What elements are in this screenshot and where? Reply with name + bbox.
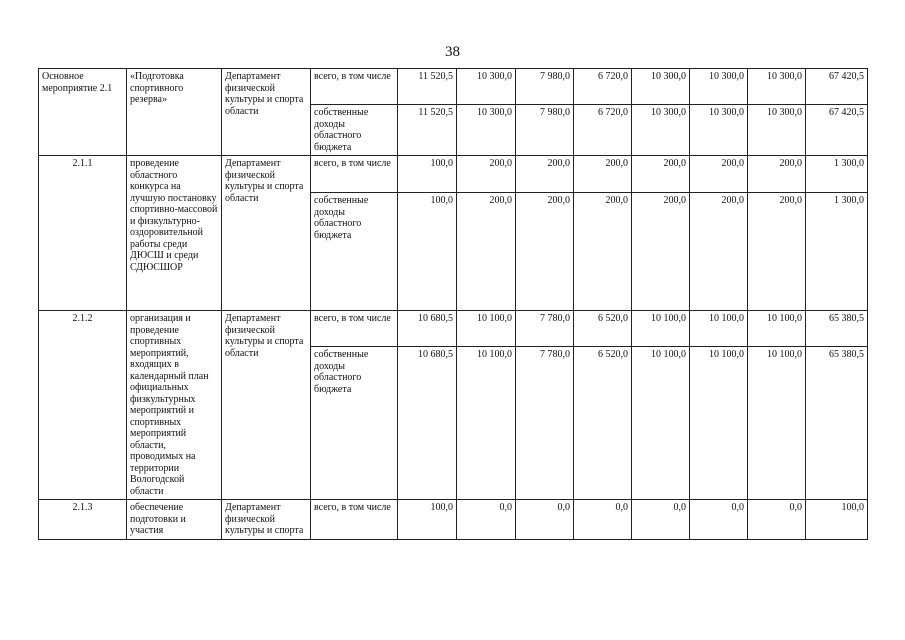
total-cell: 100,0 (806, 500, 868, 540)
funding-type: собственные доходы областного бюджета (311, 105, 398, 156)
value-cell: 10 680,5 (398, 311, 457, 347)
executor: Департамент физической культуры и спорта (222, 500, 311, 540)
value-cell: 10 300,0 (748, 69, 806, 105)
total-cell: 67 420,5 (806, 105, 868, 156)
measure-code: Основное мероприятие 2.1 (39, 69, 127, 156)
value-cell: 10 300,0 (748, 105, 806, 156)
value-cell: 0,0 (690, 500, 748, 540)
value-cell: 200,0 (457, 156, 516, 193)
total-cell: 1 300,0 (806, 156, 868, 193)
value-cell: 100,0 (398, 156, 457, 193)
value-cell: 7 980,0 (516, 69, 574, 105)
value-cell: 10 680,5 (398, 347, 457, 500)
value-cell: 200,0 (516, 156, 574, 193)
value-cell: 10 300,0 (632, 69, 690, 105)
measure-code: 2.1.3 (39, 500, 127, 540)
value-cell: 200,0 (632, 193, 690, 311)
value-cell: 10 300,0 (457, 69, 516, 105)
value-cell: 200,0 (574, 193, 632, 311)
value-cell: 7 980,0 (516, 105, 574, 156)
executor: Департамент физической культуры и спорта области (222, 69, 311, 156)
value-cell: 0,0 (632, 500, 690, 540)
value-cell: 200,0 (516, 193, 574, 311)
total-cell: 67 420,5 (806, 69, 868, 105)
value-cell: 0,0 (574, 500, 632, 540)
value-cell: 10 300,0 (690, 105, 748, 156)
value-cell: 0,0 (748, 500, 806, 540)
value-cell: 200,0 (690, 193, 748, 311)
measure-code: 2.1.1 (39, 156, 127, 311)
executor: Департамент физической культуры и спорта области (222, 311, 311, 500)
measure-name: проведение областного конкурса на лучшую постановку спортивно-массовой и физкультурно-оздоровительной работы среди ДЮСШ и среди СДЮСШОР (127, 156, 222, 311)
value-cell: 6 520,0 (574, 311, 632, 347)
measure-code: 2.1.2 (39, 311, 127, 500)
value-cell: 7 780,0 (516, 311, 574, 347)
value-cell: 10 100,0 (632, 347, 690, 500)
executor: Департамент физической культуры и спорта области (222, 156, 311, 311)
total-cell: 1 300,0 (806, 193, 868, 311)
value-cell: 10 100,0 (690, 347, 748, 500)
budget-table (38, 68, 868, 540)
value-cell: 6 720,0 (574, 69, 632, 105)
value-cell: 200,0 (457, 193, 516, 311)
value-cell: 10 300,0 (457, 105, 516, 156)
funding-type: всего, в том числе (311, 156, 398, 193)
measure-name: организация и проведение спортивных мероприятий, входящих в календарный план официальных физкультурных мероприятий и спортивных мероприятий области, проводимых на территории Вологодской области (127, 311, 222, 500)
value-cell: 11 520,5 (398, 105, 457, 156)
value-cell: 200,0 (748, 156, 806, 193)
value-cell: 0,0 (516, 500, 574, 540)
table-row (39, 311, 868, 347)
value-cell: 7 780,0 (516, 347, 574, 500)
value-cell: 10 100,0 (690, 311, 748, 347)
value-cell: 10 100,0 (748, 347, 806, 500)
measure-name: «Подготовка спортивного резерва» (127, 69, 222, 156)
funding-type: всего, в том числе (311, 69, 398, 105)
value-cell: 200,0 (748, 193, 806, 311)
value-cell: 10 100,0 (748, 311, 806, 347)
funding-type: собственные доходы областного бюджета (311, 193, 398, 311)
value-cell: 200,0 (574, 156, 632, 193)
value-cell: 11 520,5 (398, 69, 457, 105)
value-cell: 10 100,0 (457, 311, 516, 347)
funding-type: всего, в том числе (311, 311, 398, 347)
table-row (39, 69, 868, 105)
value-cell: 10 100,0 (632, 311, 690, 347)
value-cell: 100,0 (398, 500, 457, 540)
value-cell: 0,0 (457, 500, 516, 540)
funding-type: всего, в том числе (311, 500, 398, 540)
value-cell: 6 520,0 (574, 347, 632, 500)
measure-name: обеспечение подготовки и участия (127, 500, 222, 540)
value-cell: 10 100,0 (457, 347, 516, 500)
total-cell: 65 380,5 (806, 311, 868, 347)
total-cell: 65 380,5 (806, 347, 868, 500)
value-cell: 100,0 (398, 193, 457, 311)
funding-type: собственные доходы областного бюджета (311, 347, 398, 500)
value-cell: 200,0 (690, 156, 748, 193)
value-cell: 10 300,0 (632, 105, 690, 156)
page-number: 38 (445, 44, 460, 60)
value-cell: 200,0 (632, 156, 690, 193)
table-row (39, 156, 868, 193)
value-cell: 6 720,0 (574, 105, 632, 156)
table-row (39, 500, 868, 540)
value-cell: 10 300,0 (690, 69, 748, 105)
